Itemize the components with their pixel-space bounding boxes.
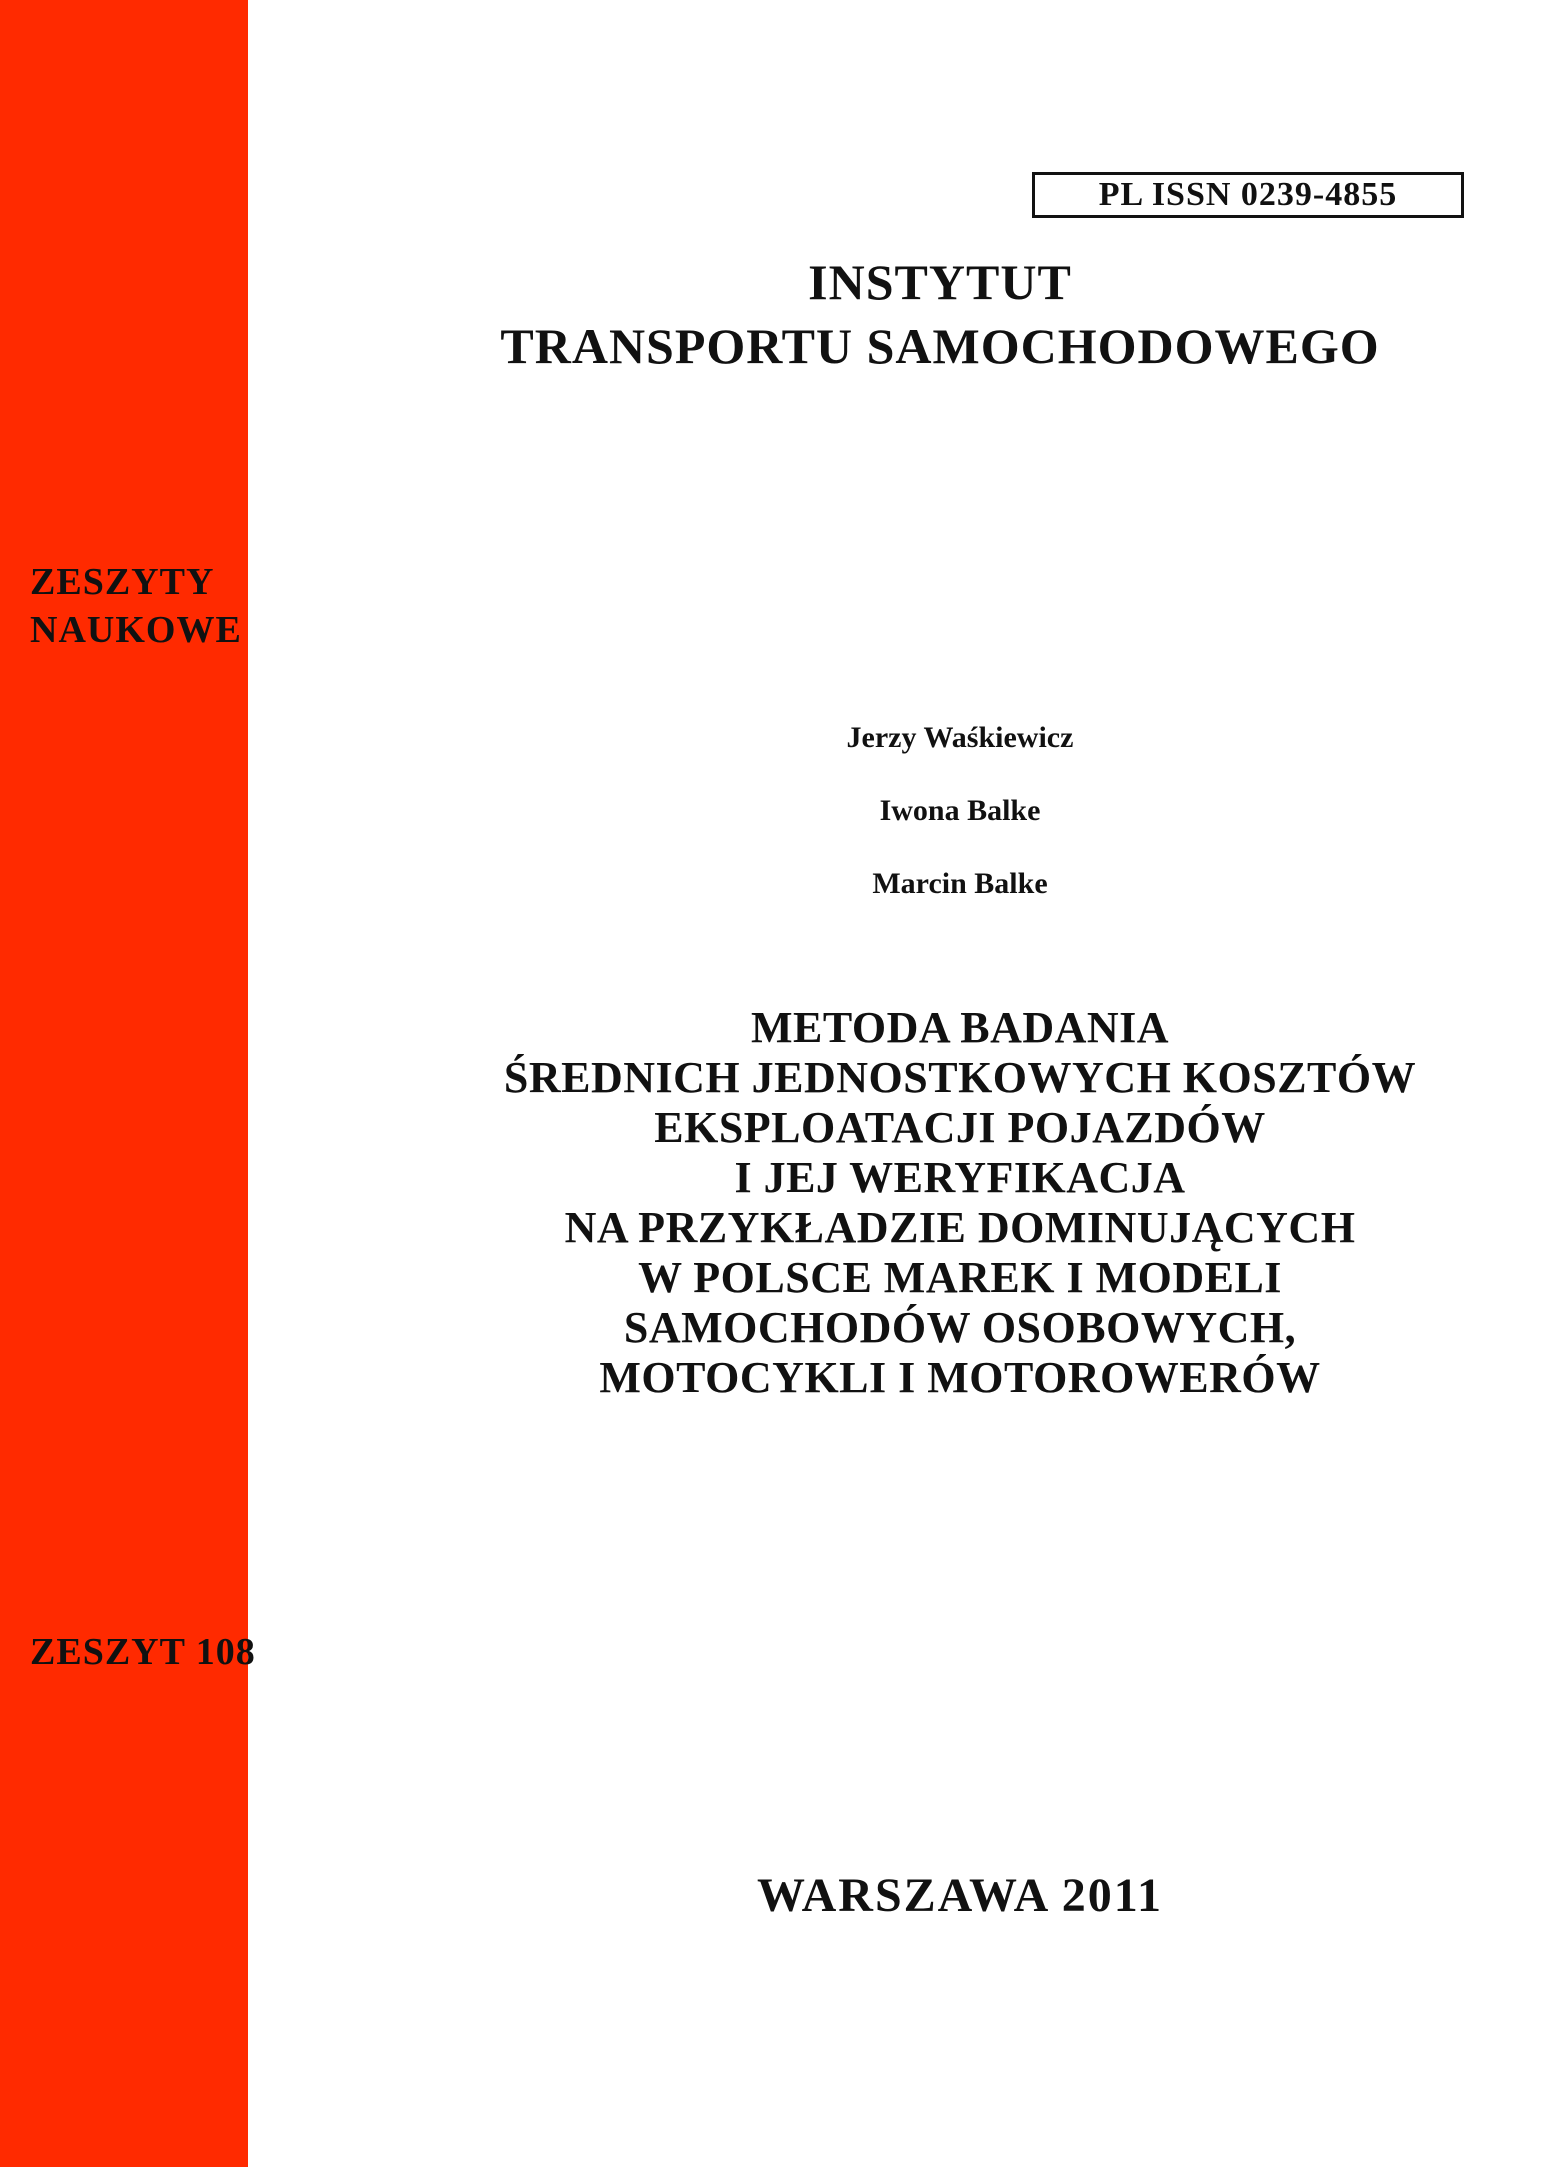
title-line: EKSPLOATACJI POJAZDÓW <box>654 1103 1266 1152</box>
title-line: I JEJ WERYFIKACJA <box>734 1153 1186 1202</box>
author-name: Iwona Balke <box>879 794 1041 827</box>
title-line: METODA BADANIA <box>750 1003 1170 1052</box>
series-line-2: NAUKOWE <box>30 609 242 651</box>
place-and-year: WARSZAWA 2011 <box>756 1869 1164 1922</box>
author-name: Jerzy Waśkiewicz <box>846 721 1074 754</box>
publisher-line-1: INSTYTUT <box>808 254 1072 310</box>
issn-box: PL ISSN 0239-4855 <box>1032 172 1464 218</box>
issue-number: ZESZYT 108 <box>30 1631 256 1673</box>
author-name: Marcin Balke <box>872 867 1048 900</box>
red-side-band <box>0 0 248 2167</box>
title-line: MOTOCYKLI I MOTOROWERÓW <box>599 1353 1321 1402</box>
publisher-name <box>340 250 1540 378</box>
title-line: NA PRZYKŁADZIE DOMINUJĄCYCH <box>564 1203 1356 1252</box>
publisher-line-2: TRANSPORTU SAMOCHODOWEGO <box>500 318 1380 374</box>
document-title <box>400 1003 1520 1403</box>
title-line: SAMOCHODÓW OSOBOWYCH, <box>623 1303 1297 1352</box>
title-line: W POLSCE MAREK I MODELI <box>638 1253 1282 1302</box>
author-list <box>560 718 1360 937</box>
title-line: ŚREDNICH JEDNOSTKOWYCH KOSZTÓW <box>503 1053 1417 1102</box>
series-label <box>30 558 242 654</box>
series-line-1: ZESZYTY <box>30 561 215 603</box>
